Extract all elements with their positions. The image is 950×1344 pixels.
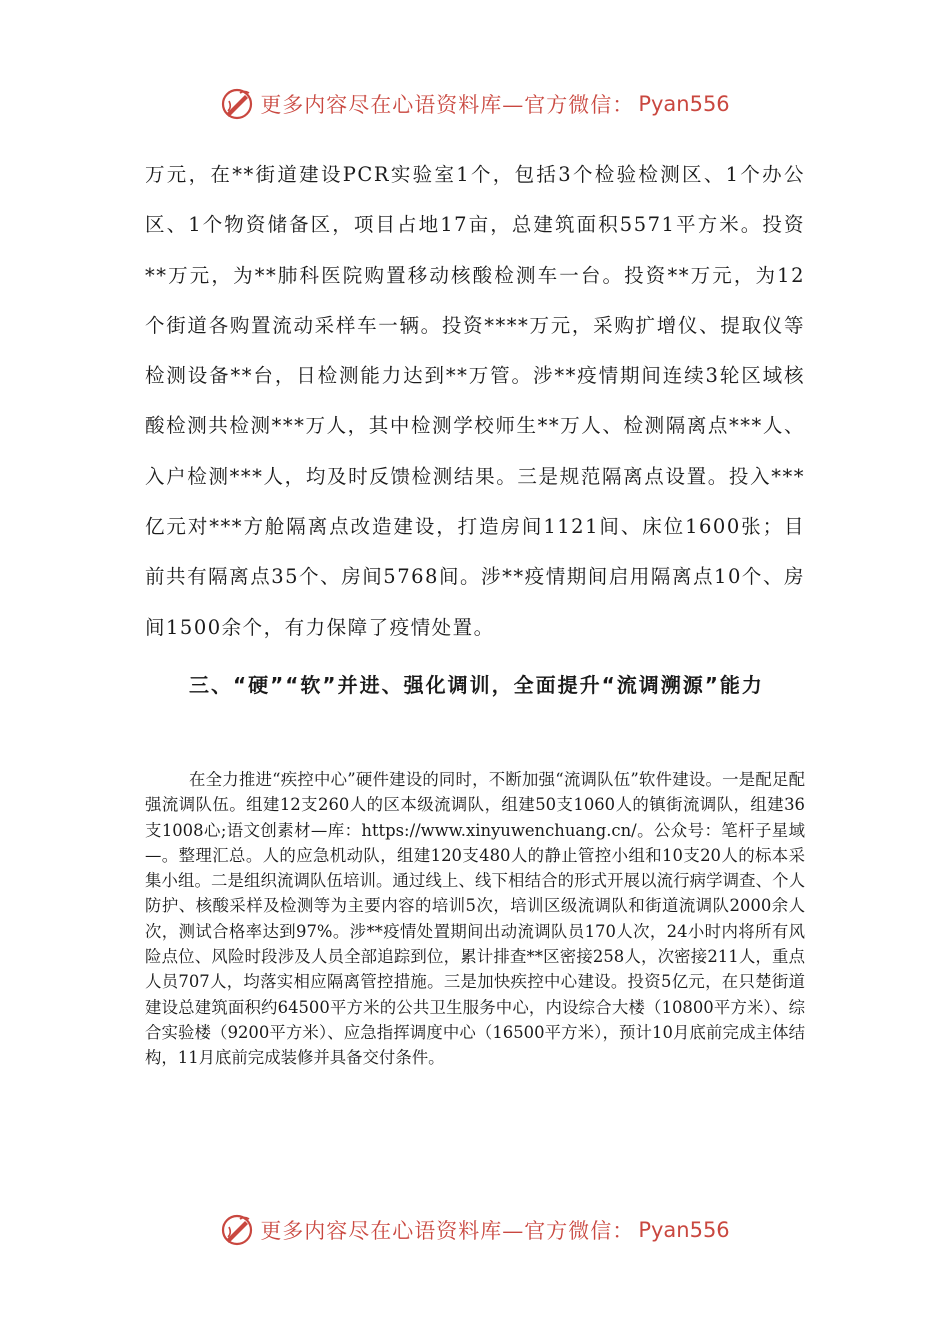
banner-text: 更多内容尽在心语资料库—官方微信： (260, 1219, 635, 1243)
header-banner (0, 84, 950, 124)
body-paragraph-2: 在全力推进“疾控中心”硬件建设的同时，不断加强“流调队伍”软件建设。一是配足配强流调队伍。组建12支260人的区本级流调队，组建50支1060人的镇街流调队，组建36支1008心;语文创素材—库：https://www.xinyuwenchuang.cn/。公众号：笔杆子星域—。整理汇总。人的应急机动队，组建120支480人的静止管控小组和10支20人的标本采集小组。二是组织流调队伍培训。通过线上、线下相结合的形式开展以流行病学调查、个人防护、核酸采样及检测等为主要内容的培训5次，培训区级流调队和街道流调队2000余人次，测试合格率达到97%。涉**疫情处置期间出动流调队员170人次，24小时内将所有风险点位、风险时段涉及人员全部追踪到位，累计排查**区密接258人，次密接211人，重点人员707人，均落实相应隔离管控措施。三是加快疾控中心建设。投资5亿元，在只楚街道建设总建筑面积约64500平方米的公共卫生服务中心，内设综合大楼（10800平方米）、综合实验楼（9200平方米）、应急指挥调度中心（16500平方米），预计10月底前完成主体结构，11月底前完成装修并具备交付条件。 (145, 770, 805, 1068)
pen-logo-icon (220, 1213, 254, 1247)
banner-text: 更多内容尽在心语资料库—官方微信： (260, 93, 635, 117)
header-banner-content (220, 87, 729, 121)
pen-logo-icon (220, 87, 254, 121)
banner-wechat-id: Pyan556 (638, 92, 730, 116)
banner-wechat-id: Pyan556 (638, 1218, 730, 1242)
body-paragraph-1: 万元，在**街道建设PCR实验室1个，包括3个检验检测区、1个办公区、1个物资储备区，项目占地17亩，总建筑面积5571平方米。投资**万元，为**肺科医院购置移动核酸检测车一台。投资**万元，为12个街道各购置流动采样车一辆。投资****万元，采购扩增仪、提取仪等检测设备**台，日检测能力达到**万管。涉**疫情期间连续3轮区域核酸检测共检测***万人，其中检测学校师生**万人、检测隔离点***人、入户检测***人，均及时反馈检测结果。三是规范隔离点设置。投入***亿元对***方舱隔离点改造建设，打造房间1121间、床位1600张；目前共有隔离点35个、房间5768间。涉**疫情期间启用隔离点10个、房间1500余个，有力保障了疫情处置。 (145, 163, 805, 639)
footer-banner-content (220, 1213, 729, 1247)
footer-banner (0, 1210, 950, 1250)
section-heading: 三、“硬”“软”并进、强化调训，全面提升“流调溯源”能力 (189, 673, 764, 697)
